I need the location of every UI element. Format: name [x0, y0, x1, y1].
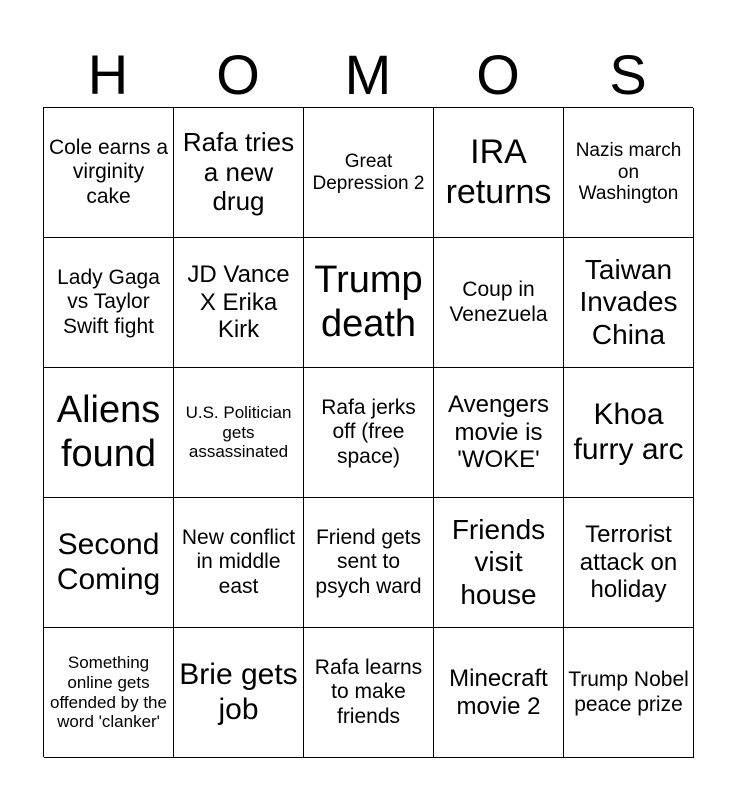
bingo-cell[interactable]	[304, 498, 434, 628]
cell-text: Rafa jerks off (free space)	[321, 396, 416, 468]
cell-text: Khoa furry arc	[573, 398, 684, 466]
bingo-cell[interactable]	[44, 108, 174, 238]
bingo-header	[43, 42, 693, 108]
bingo-cell[interactable]	[174, 368, 304, 498]
header-letter-1: H	[87, 43, 129, 106]
cell-text: Avengers movie is 'WOKE'	[448, 391, 549, 474]
cell-text: Coup in Venezuela	[449, 278, 548, 326]
cell-text: U.S. Politician gets assassinated	[185, 403, 292, 462]
bingo-cell[interactable]	[304, 238, 434, 368]
header-letter-5: S	[609, 43, 647, 106]
cell-text: Great Depression 2	[312, 150, 425, 194]
cell-text: Taiwan Invades China	[579, 254, 678, 350]
cell-text: Cole earns a virginity cake	[48, 136, 169, 208]
bingo-cell[interactable]	[564, 498, 694, 628]
bingo-cell[interactable]	[174, 108, 304, 238]
bingo-cell[interactable]	[304, 628, 434, 758]
cell-text: Aliens found	[56, 388, 161, 475]
bingo-cell[interactable]	[434, 238, 564, 368]
bingo-cell[interactable]	[44, 628, 174, 758]
bingo-cell[interactable]	[564, 368, 694, 498]
bingo-cell[interactable]	[174, 238, 304, 368]
bingo-cell[interactable]	[434, 368, 564, 498]
header-letter-4: O	[476, 43, 520, 106]
cell-text: JD Vance X Erika Kirk	[187, 261, 290, 344]
bingo-cell[interactable]	[304, 368, 434, 498]
bingo-cell[interactable]	[564, 628, 694, 758]
cell-text: Second Coming	[56, 528, 161, 596]
bingo-cell[interactable]	[44, 368, 174, 498]
header-letter-2: O	[216, 43, 260, 106]
cell-text: Lady Gaga vs Taylor Swift fight	[57, 266, 160, 338]
bingo-cell[interactable]	[434, 108, 564, 238]
cell-text: Something online gets offended by the word 'clanker'	[50, 653, 167, 732]
cell-text: Friends visit house	[451, 514, 546, 610]
cell-text: Rafa learns to make friends	[314, 656, 423, 728]
bingo-cell[interactable]	[44, 498, 174, 628]
bingo-grid	[43, 107, 693, 757]
bingo-cell[interactable]	[434, 498, 564, 628]
cell-text: New conflict in middle east	[181, 526, 296, 598]
cell-text: Friend gets sent to psych ward	[315, 526, 422, 598]
header-letter-3: M	[344, 43, 392, 106]
cell-text: Trump death	[314, 258, 423, 345]
cell-text: IRA returns	[445, 133, 552, 211]
bingo-cell[interactable]	[174, 628, 304, 758]
cell-text: Trump Nobel peace prize	[568, 668, 689, 716]
bingo-cell[interactable]	[44, 238, 174, 368]
bingo-cell[interactable]	[304, 108, 434, 238]
cell-text: Minecraft movie 2	[449, 664, 548, 720]
bingo-cell[interactable]	[434, 628, 564, 758]
bingo-cell[interactable]	[174, 498, 304, 628]
cell-text: Terrorist attack on holiday	[579, 521, 678, 604]
cell-text: Nazis march on Washington	[575, 139, 682, 205]
cell-text: Rafa tries a new drug	[182, 126, 295, 217]
bingo-cell[interactable]	[564, 108, 694, 238]
bingo-cell[interactable]	[564, 238, 694, 368]
cell-text: Brie gets job	[179, 658, 298, 726]
